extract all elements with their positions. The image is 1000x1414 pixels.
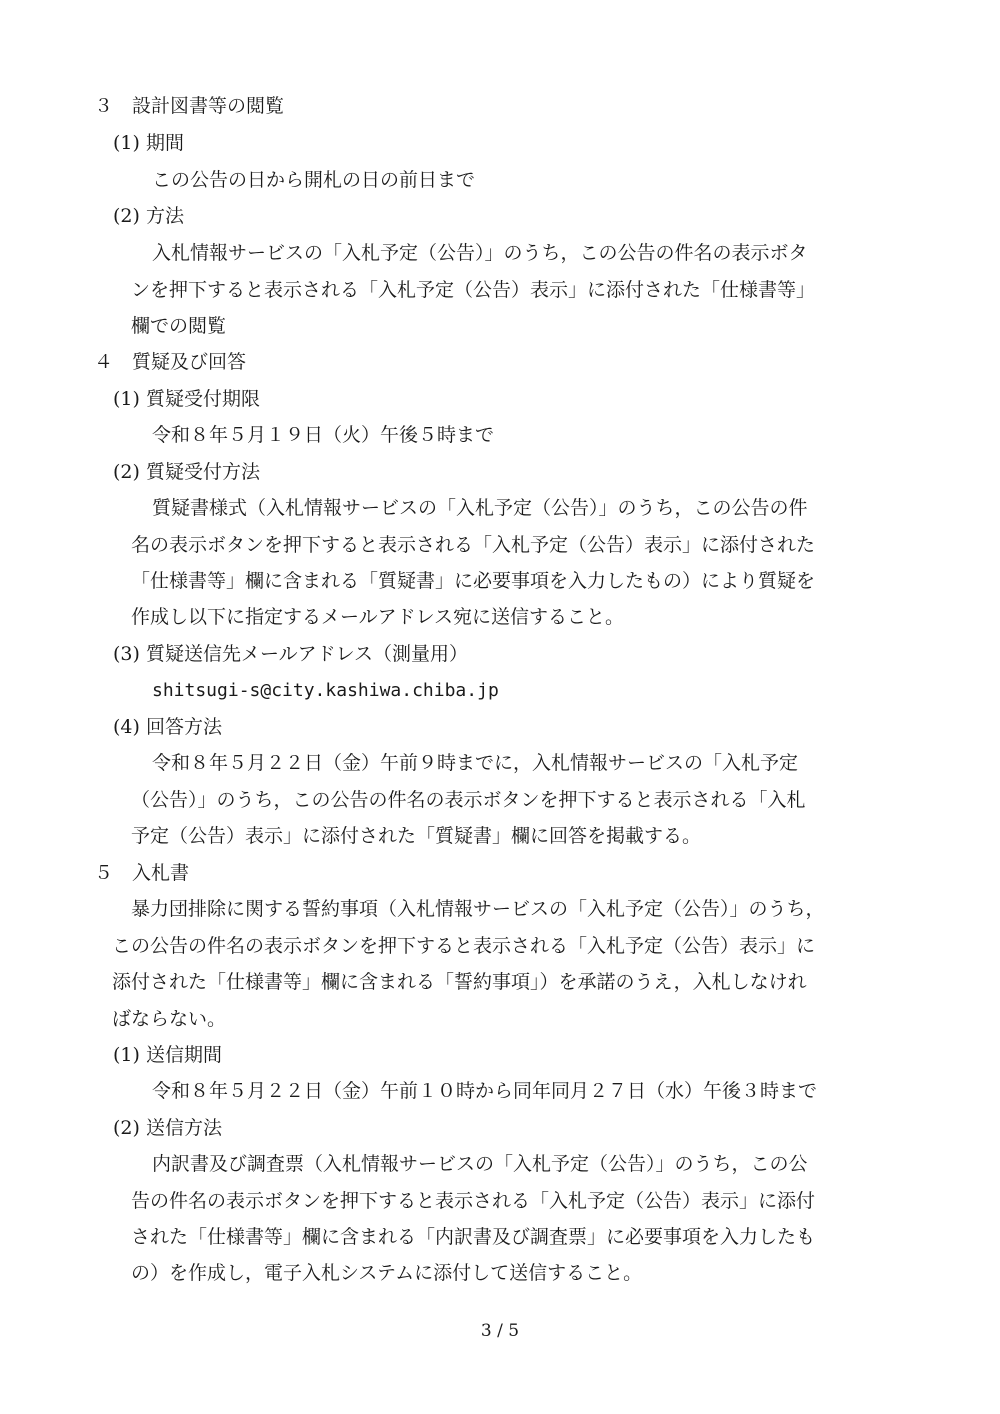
section-5-2-body-line: された「仕様書等」欄に含まれる「内訳書及び調査票」に必要事項を入力したも	[131, 1226, 816, 1248]
section-4-2-body-line: 名の表示ボタンを押下すると表示される「入札予定（公告）表示」に添付された	[131, 534, 816, 556]
section-4-1-label: (1) 質疑受付期限	[113, 388, 260, 410]
section-4-2-body-line: 作成し以下に指定するメールアドレス宛に送信すること。	[131, 606, 625, 628]
section-5-2-body-line: の）を作成し，電子入札システムに添付して送信すること。	[131, 1262, 643, 1284]
section-4-4-body-line: （公告）」のうち，この公告の件名の表示ボタンを押下すると表示される「入札	[131, 789, 806, 811]
section-5-1-label: (1) 送信期間	[113, 1044, 222, 1066]
section-4-3-label: (3) 質疑送信先メールアドレス（測量用）	[113, 643, 469, 665]
section-5-heading: ５ 入札書	[94, 862, 190, 884]
section-5-intro-line: 添付された「仕様書等」欄に含まれる「誓約事項」）を承諾のうえ，入札しなけれ	[112, 971, 807, 993]
section-5-1-body: 令和８年５月２２日（金）午前１０時から同年同月２７日（水）午後３時まで	[152, 1080, 818, 1102]
section-5-intro-line: 暴力団排除に関する誓約事項（入札情報サービスの「入札予定（公告）」のうち，	[131, 898, 825, 920]
section-3-2-body-line: 入札情報サービスの「入札予定（公告）」のうち，この公告の件名の表示ボタ	[152, 242, 808, 264]
section-5-intro-line: ばならない。	[112, 1008, 227, 1030]
section-3-1-body: この公告の日から開札の日の前日まで	[152, 169, 476, 191]
section-5-2-label: (2) 送信方法	[113, 1117, 222, 1139]
section-4-2-label: (2) 質疑受付方法	[113, 461, 260, 483]
section-5-2-body-line: 告の件名の表示ボタンを押下すると表示される「入札予定（公告）表示」に添付	[131, 1190, 816, 1212]
section-4-1-body: 令和８年５月１９日（火）午後５時まで	[152, 424, 495, 446]
inquiry-email-address: shitsugi-s@city.kashiwa.chiba.jp	[152, 680, 499, 701]
section-3-1-label: (1) 期間	[113, 132, 184, 154]
section-5-2-body-line: 内訳書及び調査票（入札情報サービスの「入札予定（公告）」のうち，この公	[152, 1153, 808, 1175]
section-5-intro-line: この公告の件名の表示ボタンを押下すると表示される「入札予定（公告）表示」に	[112, 935, 816, 957]
section-4-2-body-line: 「仕様書等」欄に含まれる「質疑書」に必要事項を入力したもの）により質疑を	[131, 570, 816, 592]
section-3-2-body-line: 欄での閲覧	[131, 315, 227, 337]
section-4-4-body-line: 予定（公告）表示」に添付された「質疑書」欄に回答を掲載する。	[131, 825, 702, 847]
section-3-2-label: (2) 方法	[113, 205, 184, 227]
section-4-2-body-line: 質疑書様式（入札情報サービスの「入札予定（公告）」のうち，この公告の件	[152, 497, 808, 519]
section-4-heading: ４ 質疑及び回答	[94, 351, 247, 373]
section-4-4-body-line: 令和８年５月２２日（金）午前９時までに，入札情報サービスの「入札予定	[152, 752, 799, 774]
page-number: 3 / 5	[480, 1321, 520, 1341]
section-4-4-label: (4) 回答方法	[113, 716, 222, 738]
section-3-2-body-line: ンを押下すると表示される「入札予定（公告）表示」に添付された「仕様書等」	[131, 279, 816, 301]
section-3-heading: ３ 設計図書等の閲覧	[94, 95, 285, 117]
